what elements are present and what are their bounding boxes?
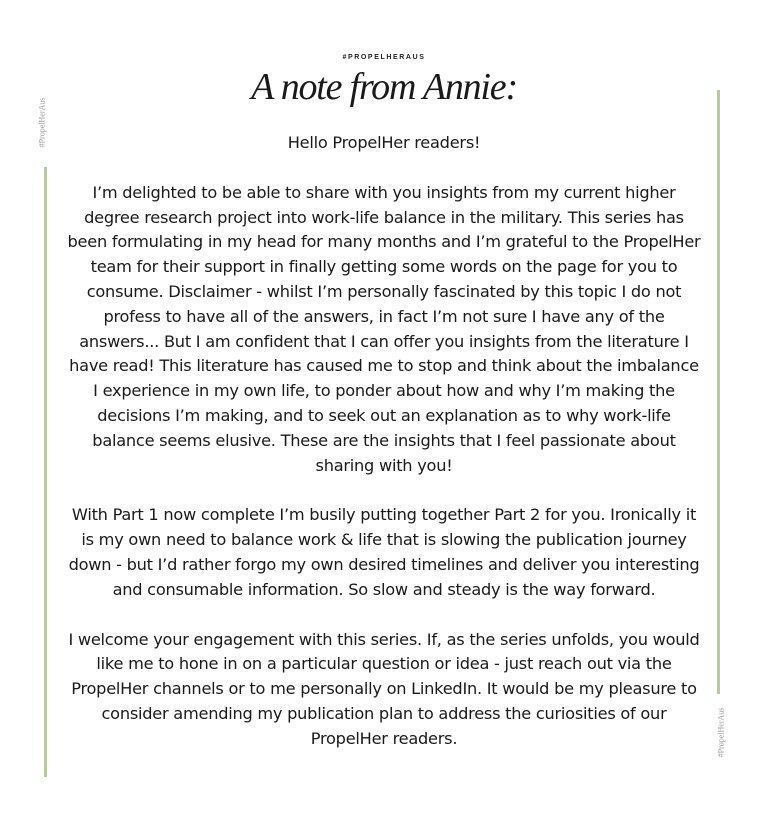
paragraph-2: With Part 1 now complete I’m busily putting together Part 2 for you. Ironically it is my own need to balance work & life that is slowing the publication journey down - but I’d rather forgo my own desired timelines and deliver you interesting and consumable information. So slow and steady is the way forward. xyxy=(68,505,700,599)
hashtag-label: #PROPELHERAUS xyxy=(342,54,426,61)
greeting: Hello PropelHer readers! xyxy=(287,133,481,152)
side-hashtag-right: #PropelHerAus xyxy=(716,707,726,758)
note-body xyxy=(66,131,702,752)
side-hashtag-left: #PropelHerAus xyxy=(37,97,47,148)
accent-line-left xyxy=(44,167,47,777)
accent-line-right xyxy=(717,90,720,694)
paragraph-3: I welcome your engagement with this series. If, as the series unfolds, you would like me to hone in on a particular question or idea - just reach out via the PropelHer channels or to me personally on LinkedIn. It would be my pleasure to consider amending my publication plan to address the curiosities of our PropelHer readers. xyxy=(68,629,700,748)
paragraph-1: I’m delighted to be able to share with you insights from my current higher degree research project into work-life balance in the military. This series has been formulating in my head for many months and I’m grateful to the PropelHer team for their support in finally getting some words on the page for you to consume. Disclaimer - whilst I’m personally fascinated by this topic I do not profess to have all of the answers, in fact I’m not sure I have any of the answers... But I am confident that I can offer you insights from the literature I have read! This literature has caused me to stop and think about the imbalance I experience in my own life, to ponder about how and why I’m making the decisions I’m making, and to seek out an explanation as to why work-life balance seems elusive. These are the insights that I feel passionate about sharing with you! xyxy=(67,182,701,475)
page-title: A note from Annie: xyxy=(251,66,517,108)
